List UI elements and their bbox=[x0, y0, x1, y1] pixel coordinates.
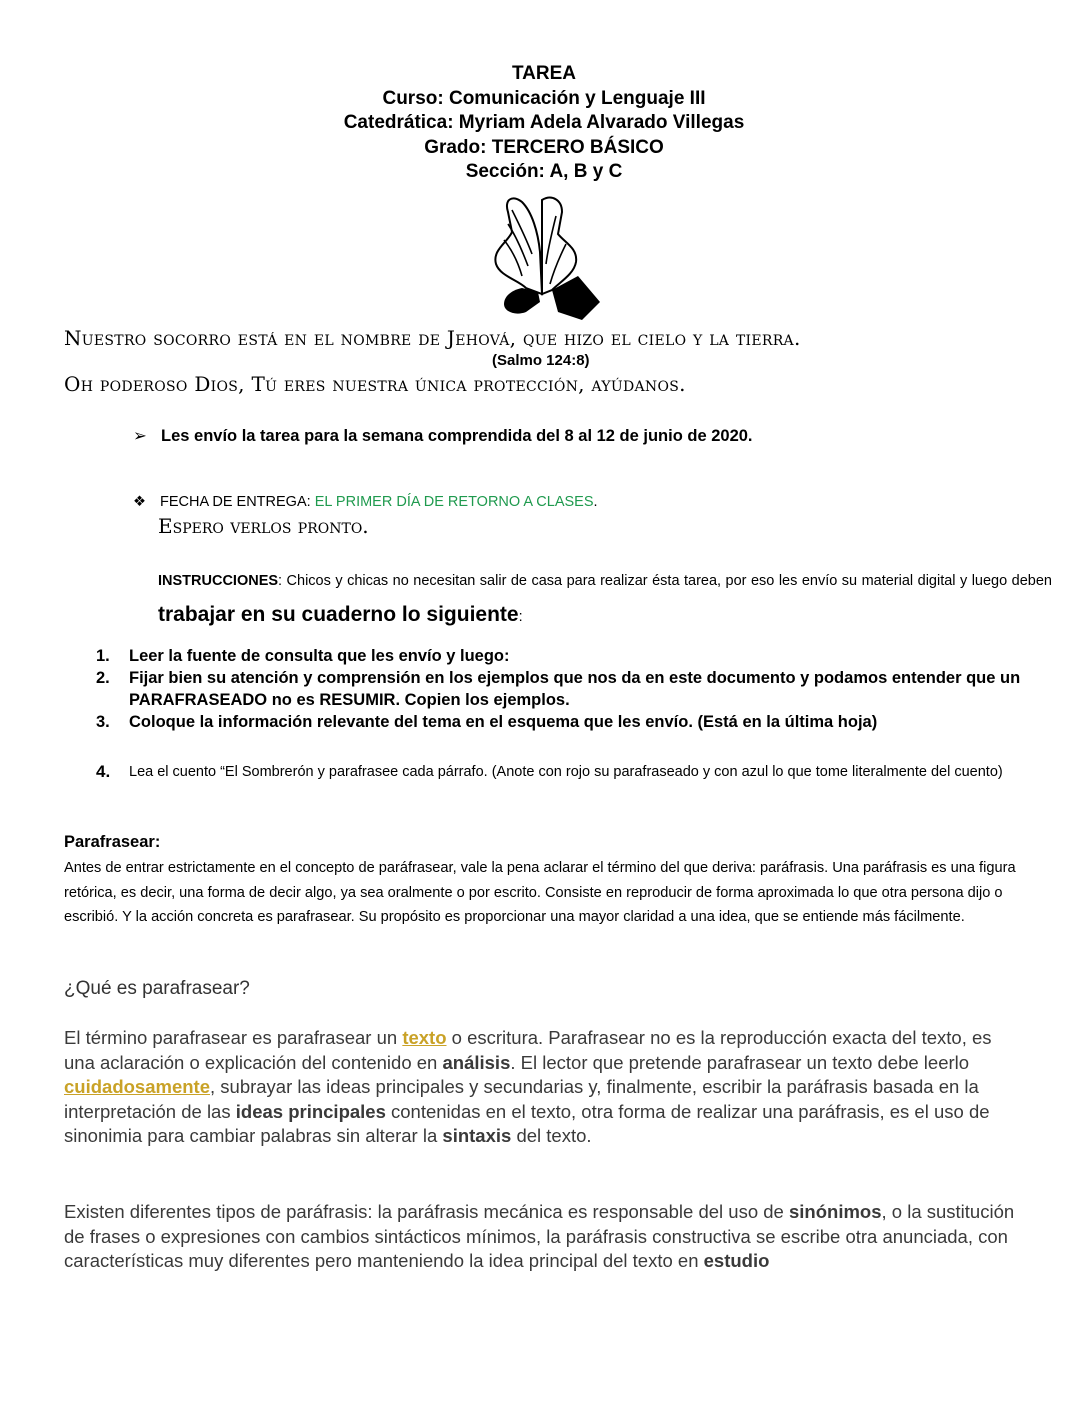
text-run: contenidas en el texto, otra forma de realizar una paráfrasis, es el uso de sinonimia para cambiar palabras sin alterar la bbox=[64, 1100, 990, 1146]
text-run: o escritura. Parafrasear no es la reproducción exacta del texto, es una aclaración o explicación del contenido en bbox=[64, 1027, 992, 1073]
step-number: 2. bbox=[96, 669, 110, 687]
step-number: 3. bbox=[96, 713, 110, 731]
text-run: , subrayar las ideas principales y secundarias y, finalmente, escribir la paráfrasis basada en la interpretación de las bbox=[64, 1076, 979, 1122]
motto-line-1: Nuestro socorro está en el nombre de Jehová, que hizo el cielo y la tierra. bbox=[64, 326, 801, 350]
due-period: . bbox=[593, 494, 598, 510]
step-text: Lea el cuento “El Sombrerón y parafrasee cada párrafo. (Anote con rojo su parafraseado y con azul lo que tome literalmente del cuento) bbox=[129, 764, 1003, 780]
text-run: . El lector que pretende parafrasear un texto debe leerlo bbox=[510, 1051, 970, 1073]
step-text: Coloque la información relevante del tema en el esquema que les envío. (Está en la última hoja) bbox=[129, 713, 878, 731]
step-number: 1. bbox=[96, 647, 110, 665]
week-bullet bbox=[133, 426, 753, 446]
diamond-bullet-icon: ❖ bbox=[133, 494, 146, 510]
header-course: Curso: Comunicación y Lenguaje III bbox=[382, 87, 706, 109]
motto-line-2: Oh poderoso Dios, Tú eres nuestra única protección, ayúdanos. bbox=[64, 372, 686, 396]
instructions-label: INSTRUCCIONES bbox=[158, 573, 279, 589]
text-run: del texto. bbox=[511, 1125, 592, 1146]
bold-sintaxis: sintaxis bbox=[442, 1125, 512, 1146]
instructions-end: : bbox=[518, 609, 523, 625]
due-date-bullet bbox=[133, 494, 598, 510]
bold-analisis: análisis bbox=[442, 1051, 511, 1073]
definition-paragraph-1 bbox=[64, 1026, 1024, 1149]
text-run: El término parafrasear es parafrasear un bbox=[64, 1027, 403, 1048]
text-run: , o la sustitución de frases o expresiones con cambios sintácticos mínimos, la paráfrasis constructiva se escribe otra anunciada, con características muy diferentes pero manteniendo la idea principal del texto en bbox=[64, 1201, 1015, 1271]
steps-list bbox=[96, 645, 1036, 733]
instructions-emphasis: trabajar en su cuaderno lo siguiente bbox=[158, 603, 519, 626]
list-item bbox=[96, 711, 1036, 733]
definition-paragraph-2 bbox=[64, 1200, 1024, 1274]
step-number: 4. bbox=[96, 762, 111, 781]
list-item bbox=[96, 645, 1036, 667]
section-body-parafrasear: Antes de entrar estrictamente en el concepto de paráfrasear, vale la pena aclarar el término del que deriva: paráfrasis. Una paráfrasis es una figura retórica, es decir, una forma de decir algo, ya sea oralmente o por escrito. Consiste en reproducir de forma aproximada lo que otra persona dijo o escribió. Y la acción concreta es parafrasear. Su propósito es proporcionar una mayor claridad a una idea, que se entiende más fácilmente. bbox=[64, 860, 1016, 925]
bold-sinonimos: sinónimos bbox=[788, 1201, 882, 1222]
arrow-bullet-icon: ➢ bbox=[133, 427, 147, 445]
due-label: FECHA DE ENTREGA: bbox=[160, 494, 315, 510]
section-title-que-es: ¿Qué es parafrasear? bbox=[64, 978, 250, 999]
section-title-parafrasear: Parafrasear: bbox=[64, 833, 161, 851]
psalm-reference: (Salmo 124:8) bbox=[492, 352, 590, 369]
list-item bbox=[96, 667, 1036, 711]
list-item bbox=[96, 760, 1036, 784]
header-teacher: Catedrática: Myriam Adela Alvarado Villegas bbox=[343, 112, 745, 133]
instructions-paragraph bbox=[158, 564, 1052, 634]
step-text: Leer la fuente de consulta que les envío y luego: bbox=[129, 647, 510, 665]
link-cuidadosamente[interactable]: cuidadosamente bbox=[64, 1076, 210, 1097]
header-section: Sección: A, B y C bbox=[465, 161, 623, 182]
text-run: Existen diferentes tipos de paráfrasis: la paráfrasis mecánica es responsable del uso de bbox=[64, 1201, 789, 1222]
document-header bbox=[0, 62, 1088, 185]
link-texto[interactable]: texto bbox=[402, 1027, 447, 1048]
bold-ideas-principales: ideas principales bbox=[235, 1100, 386, 1122]
bold-estudio: estudio bbox=[703, 1250, 770, 1271]
step-text: Fijar bien su atención y comprensión en los ejemplos que nos da en este documento y podamos entender que un PARAFRASEADO no es RESUMIR. Copien los ejemplos. bbox=[129, 669, 1021, 709]
praying-hands-icon bbox=[482, 192, 606, 322]
instructions-text: : Chicos y chicas no necesitan salir de casa para realizar ésta tarea, por eso les envío su material digital y luego deben bbox=[278, 573, 1052, 589]
header-grade: Grado: TERCERO BÁSICO bbox=[424, 136, 664, 158]
week-text: Les envío la tarea para la semana comprendida del 8 al 12 de junio de 2020. bbox=[161, 427, 753, 445]
header-title: TAREA bbox=[511, 63, 577, 84]
hope-text: Espero verlos pronto. bbox=[158, 514, 369, 538]
due-value: EL PRIMER DÍA DE RETORNO A CLASES bbox=[314, 494, 594, 510]
